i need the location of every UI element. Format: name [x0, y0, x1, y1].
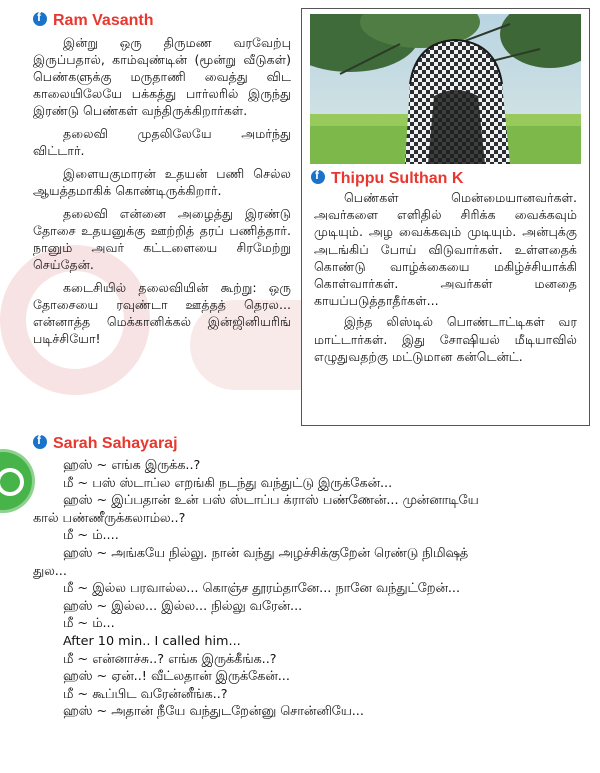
post-thippu-sulthan-box — [301, 8, 590, 426]
dialogue-line: ஹஸ் ~ இப்பதான் உன் பஸ் ஸ்டாப்ப க்ராஸ் பண்ணேன்... முன்னாடியே — [63, 493, 479, 509]
dialogue-line: ஹஸ் ~ எங்க இருக்க..? — [63, 458, 201, 473]
dialogue-line: மீ ~ ம்.... — [63, 528, 119, 544]
dialogue-line: துல... — [33, 563, 67, 579]
author-name — [33, 435, 593, 453]
photo-illustration — [310, 14, 581, 164]
app-badge-icon — [0, 452, 32, 510]
dialogue-line: ஹஸ் ~ இல்ல... இல்ல... நில்லு வரேன்... — [63, 598, 303, 614]
post-paragraph: தலைவி முதலிலேயே அமர்ந்து விட்டார். — [33, 126, 291, 158]
photo-woman-in-scarf — [310, 14, 581, 164]
dialogue-line: மீ ~ என்னாச்சு..? எங்க இருக்கீங்க..? — [63, 651, 277, 667]
dialogue-line: மீ ~ பஸ் ஸ்டாப்ல எறங்கி நடந்து வந்துட்டு இருக்கேன்... — [63, 475, 393, 491]
dialogue-line: மீ ~ இல்ல பரவால்ல... கொஞ்ச தூரம்தானே... நானே வந்துட்றேன்... — [63, 581, 461, 597]
facebook-icon — [33, 12, 47, 26]
dialogue-line: ஹஸ் ~ அதான் நீயே வந்துடறேன்னு சொன்னியே... — [63, 704, 364, 720]
author-label: Thippu Sulthan K — [331, 170, 464, 187]
author-label: Ram Vasanth — [53, 12, 154, 29]
facebook-icon — [33, 435, 47, 449]
author-name — [311, 170, 463, 188]
post-paragraph: இளையகுமாரன் உதயன் பணி செல்ல ஆயத்தமாகிக் கொண்டிருக்கிறார். — [33, 166, 291, 198]
facebook-icon — [311, 170, 325, 184]
post-sarah-sahayaraj — [33, 435, 593, 721]
post-paragraph: இன்று ஒரு திருமண வரவேற்பு இருப்பதால், காம்வுண்டின் (மூன்று வீடுகள்) பெண்களுக்கு மருதாணி வைத்து விட காலையிலேயே பக்கத்து பார்லரில் இருந்து இரண்டு பெண்கள் வந்திருக்கிறார்கள். — [33, 35, 291, 118]
dialogue-line: மீ ~ ம்... — [63, 616, 115, 632]
dialogue-line: ஹஸ் ~ அங்கயே நில்லு. நான் வந்து அழச்சிக்குறேன் ரெண்டு நிமிஷத் — [63, 545, 469, 561]
author-label: Sarah Sahayaraj — [53, 435, 178, 452]
dialogue-line: கால் பண்ணீருக்கலாம்ல..? — [33, 510, 186, 526]
dialogue-line: ஹஸ் ~ ஏன்..! வீட்லதான் இருக்கேன்... — [63, 669, 290, 685]
post-ram-vasanth — [33, 12, 291, 353]
dialogue-line: After 10 min.. I called him... — [63, 633, 241, 649]
post-paragraph: கடைசியில் தலைவியின் கூற்று: ஒரு தோசையை ரவுண்டா ஊத்தத் தெரல... என்னாத்த மெக்கானிக்கல் இன்ஜினியரிங் படிச்சியோ! — [33, 280, 291, 346]
dialogue-line: மீ ~ கூப்பிட வரேன்னீங்க..? — [63, 686, 228, 702]
post-paragraph: தலைவி என்னை அழைத்து இரண்டு தோசை உதயனுக்கு ஊற்றித் தரப் பணித்தார். நானும் அவர் கட்டளையை சிரமேற்று செய்தேன். — [33, 206, 291, 272]
post-paragraph: இந்த லிஸ்டில் பொண்டாட்டிகள் வர மாட்டார்கள். இது சோஷியல் மீடியாவில் எழுதுவதற்கு மட்டுமான கன்டென்ட். — [314, 314, 577, 364]
post-body — [314, 189, 577, 369]
post-paragraph: பெண்கள் மென்மையானவர்கள். அவர்களை எளிதில் சிரிக்க வைக்கவும் முடியும். அழ வைக்கவும் முடியும். அன்புக்கு அடங்கிப் போய் விடுவார்கள். உள்ளதைக் கொண்டு வாழ்க்கையை மகிழ்ச்சியாக்கி கொள்வார்கள். அவர்கள் மனதை காயப்படுத்தாதீர்கள்... — [314, 190, 577, 309]
author-name — [33, 12, 291, 30]
